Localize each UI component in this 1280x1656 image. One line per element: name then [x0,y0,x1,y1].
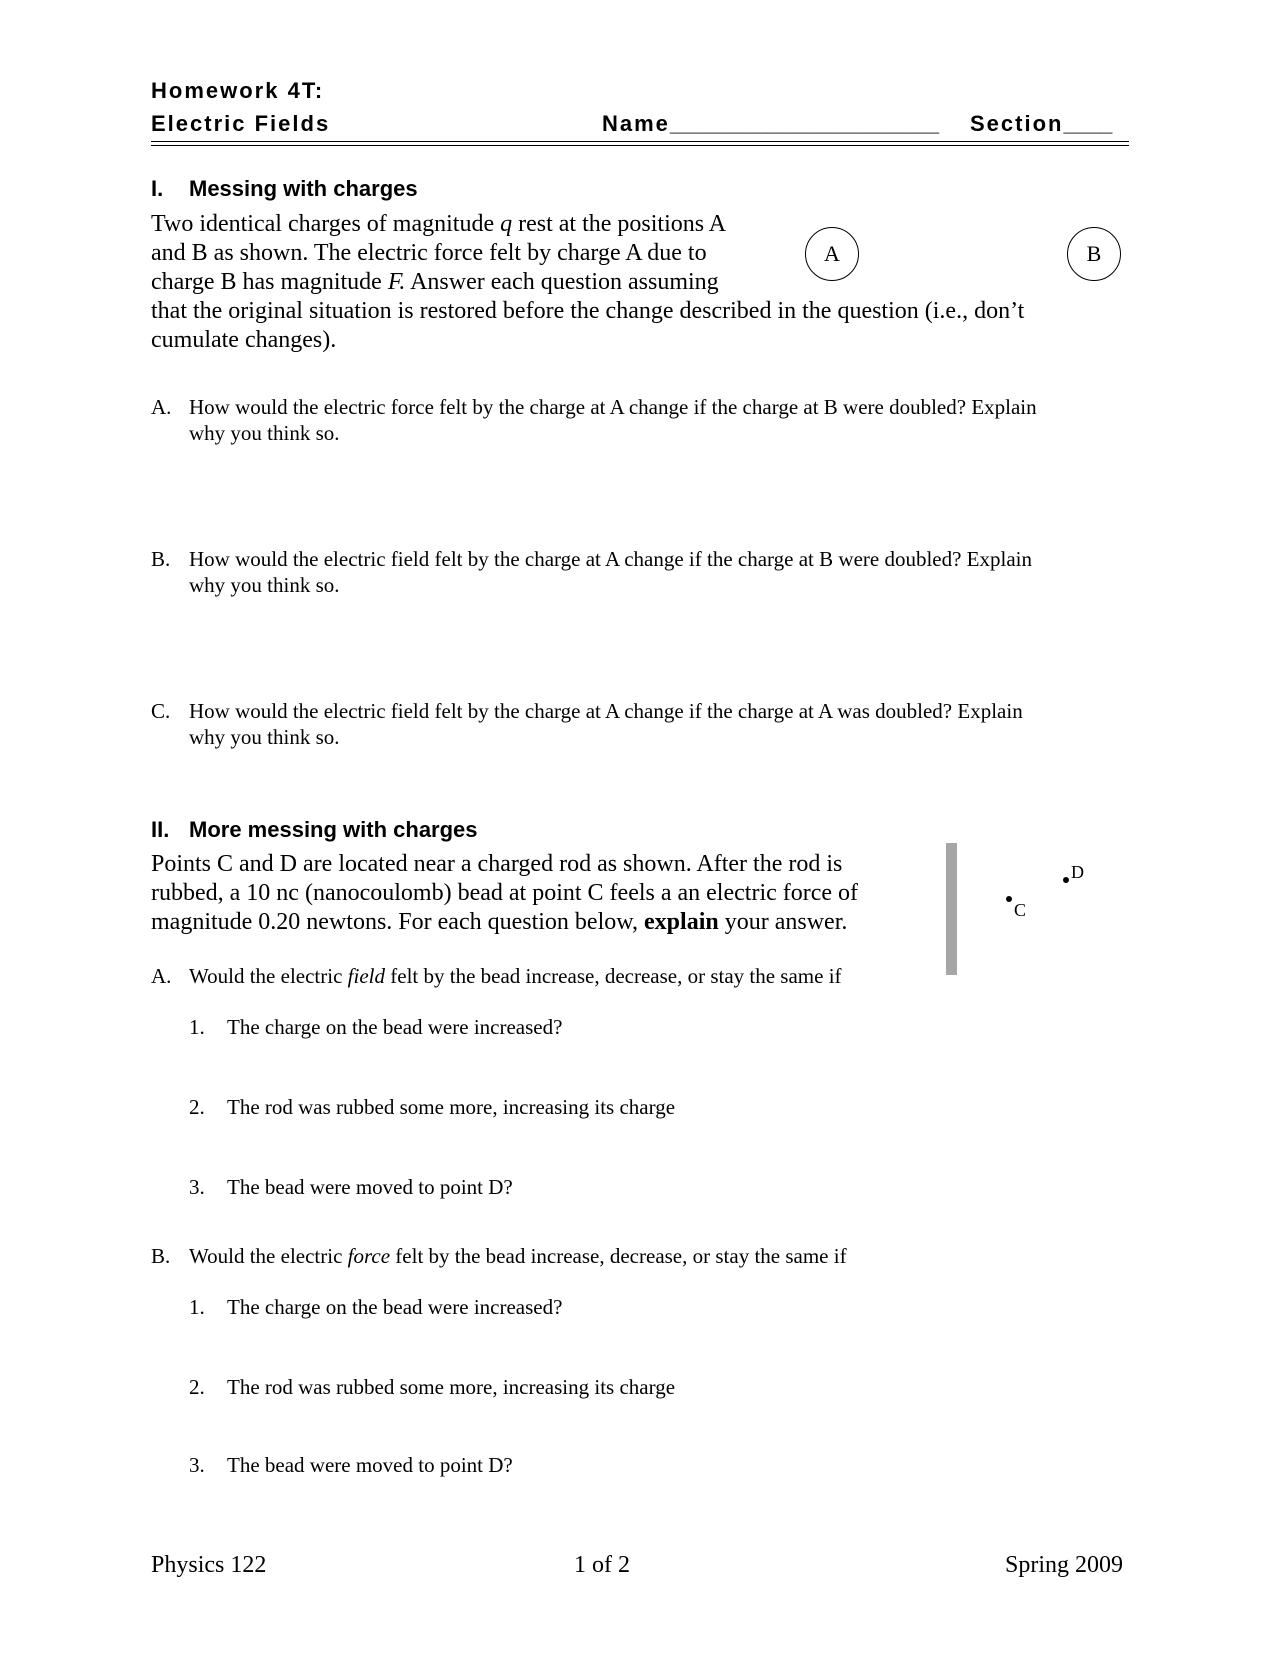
header-rule-bottom [151,145,1129,146]
charged-rod [946,843,957,975]
name-blank: ______________________ [669,111,940,136]
footer-page-number: 1 of 2 [574,1552,630,1578]
question-2a-item-3: 3. The bead were moved to point D? [189,1175,513,1199]
question-1c: C. How would the electric field felt by the charge at A change if the charge at A was doubled? Explain why you think so. [151,699,1023,749]
homework-subtitle: Electric Fields [151,111,331,136]
point-d-label: D [1071,862,1084,882]
footer-course: Physics 122 [151,1552,267,1578]
section-blank: ____ [1063,111,1113,136]
charge-b-circle: B [1067,227,1121,281]
question-2a: A. Would the electric field felt by the bead increase, decrease, or stay the same if [151,964,842,988]
section-field[interactable] [970,111,1112,137]
name-field[interactable] [602,111,939,137]
footer-term: Spring 2009 [1005,1552,1124,1578]
question-1b: B. How would the electric field felt by the charge at A change if the charge at B were doubled? Explain why you think so. [151,547,1032,597]
section-2-numeral: II. [151,817,170,842]
section-2-title: More messing with charges [189,817,478,842]
header-rule-top [151,141,1129,142]
section-1-intro: Two identical charges of magnitude q rest at the positions A and B as shown. The electric force felt by charge A due to charge B has magnitude F. Answer each question assuming that the original situation is restored before the change described in the question (i.e., don’t cumulate changes). [151,211,1025,353]
question-2a-item-1: 1. The charge on the bead were increased? [189,1015,563,1039]
q-symbol: q [500,211,513,237]
force-emphasis: force [347,1244,391,1268]
section-label: Section [970,111,1064,136]
question-2b: B. Would the electric force felt by the bead increase, decrease, or stay the same if [151,1244,847,1268]
question-2b-item-2: 2. The rod was rubbed some more, increasing its charge [189,1375,676,1399]
point-d-dot [1063,877,1069,883]
point-c-label: C [1014,900,1027,920]
question-2b-item-3: 3. The bead were moved to point D? [189,1453,513,1477]
question-1a: A. How would the electric force felt by the charge at A change if the charge at B were doubled? Explain why you think so. [151,395,1037,445]
question-2a-item-2: 2. The rod was rubbed some more, increasing its charge [189,1095,676,1119]
homework-title: Homework 4T: [151,78,325,103]
charge-a-circle: A [805,227,859,281]
section-2-heading [151,817,478,843]
question-2b-item-1: 1. The charge on the bead were increased? [189,1295,563,1319]
name-label: Name [602,111,670,136]
section-2-intro: Points C and D are located near a charged rod as shown. After the rod is rubbed, a 10 nc (nanocoulomb) bead at point C feels a an electric force of magnitude 0.20 newtons. For each question below, explain your answer. [151,851,859,935]
f-symbol: F. [387,269,406,295]
explain-emphasis: explain [644,909,719,935]
section-1-heading [151,176,418,202]
point-c-dot [1006,896,1012,902]
section-1-numeral: I. [151,176,164,201]
field-emphasis: field [347,964,385,988]
section-1-title: Messing with charges [189,176,418,201]
